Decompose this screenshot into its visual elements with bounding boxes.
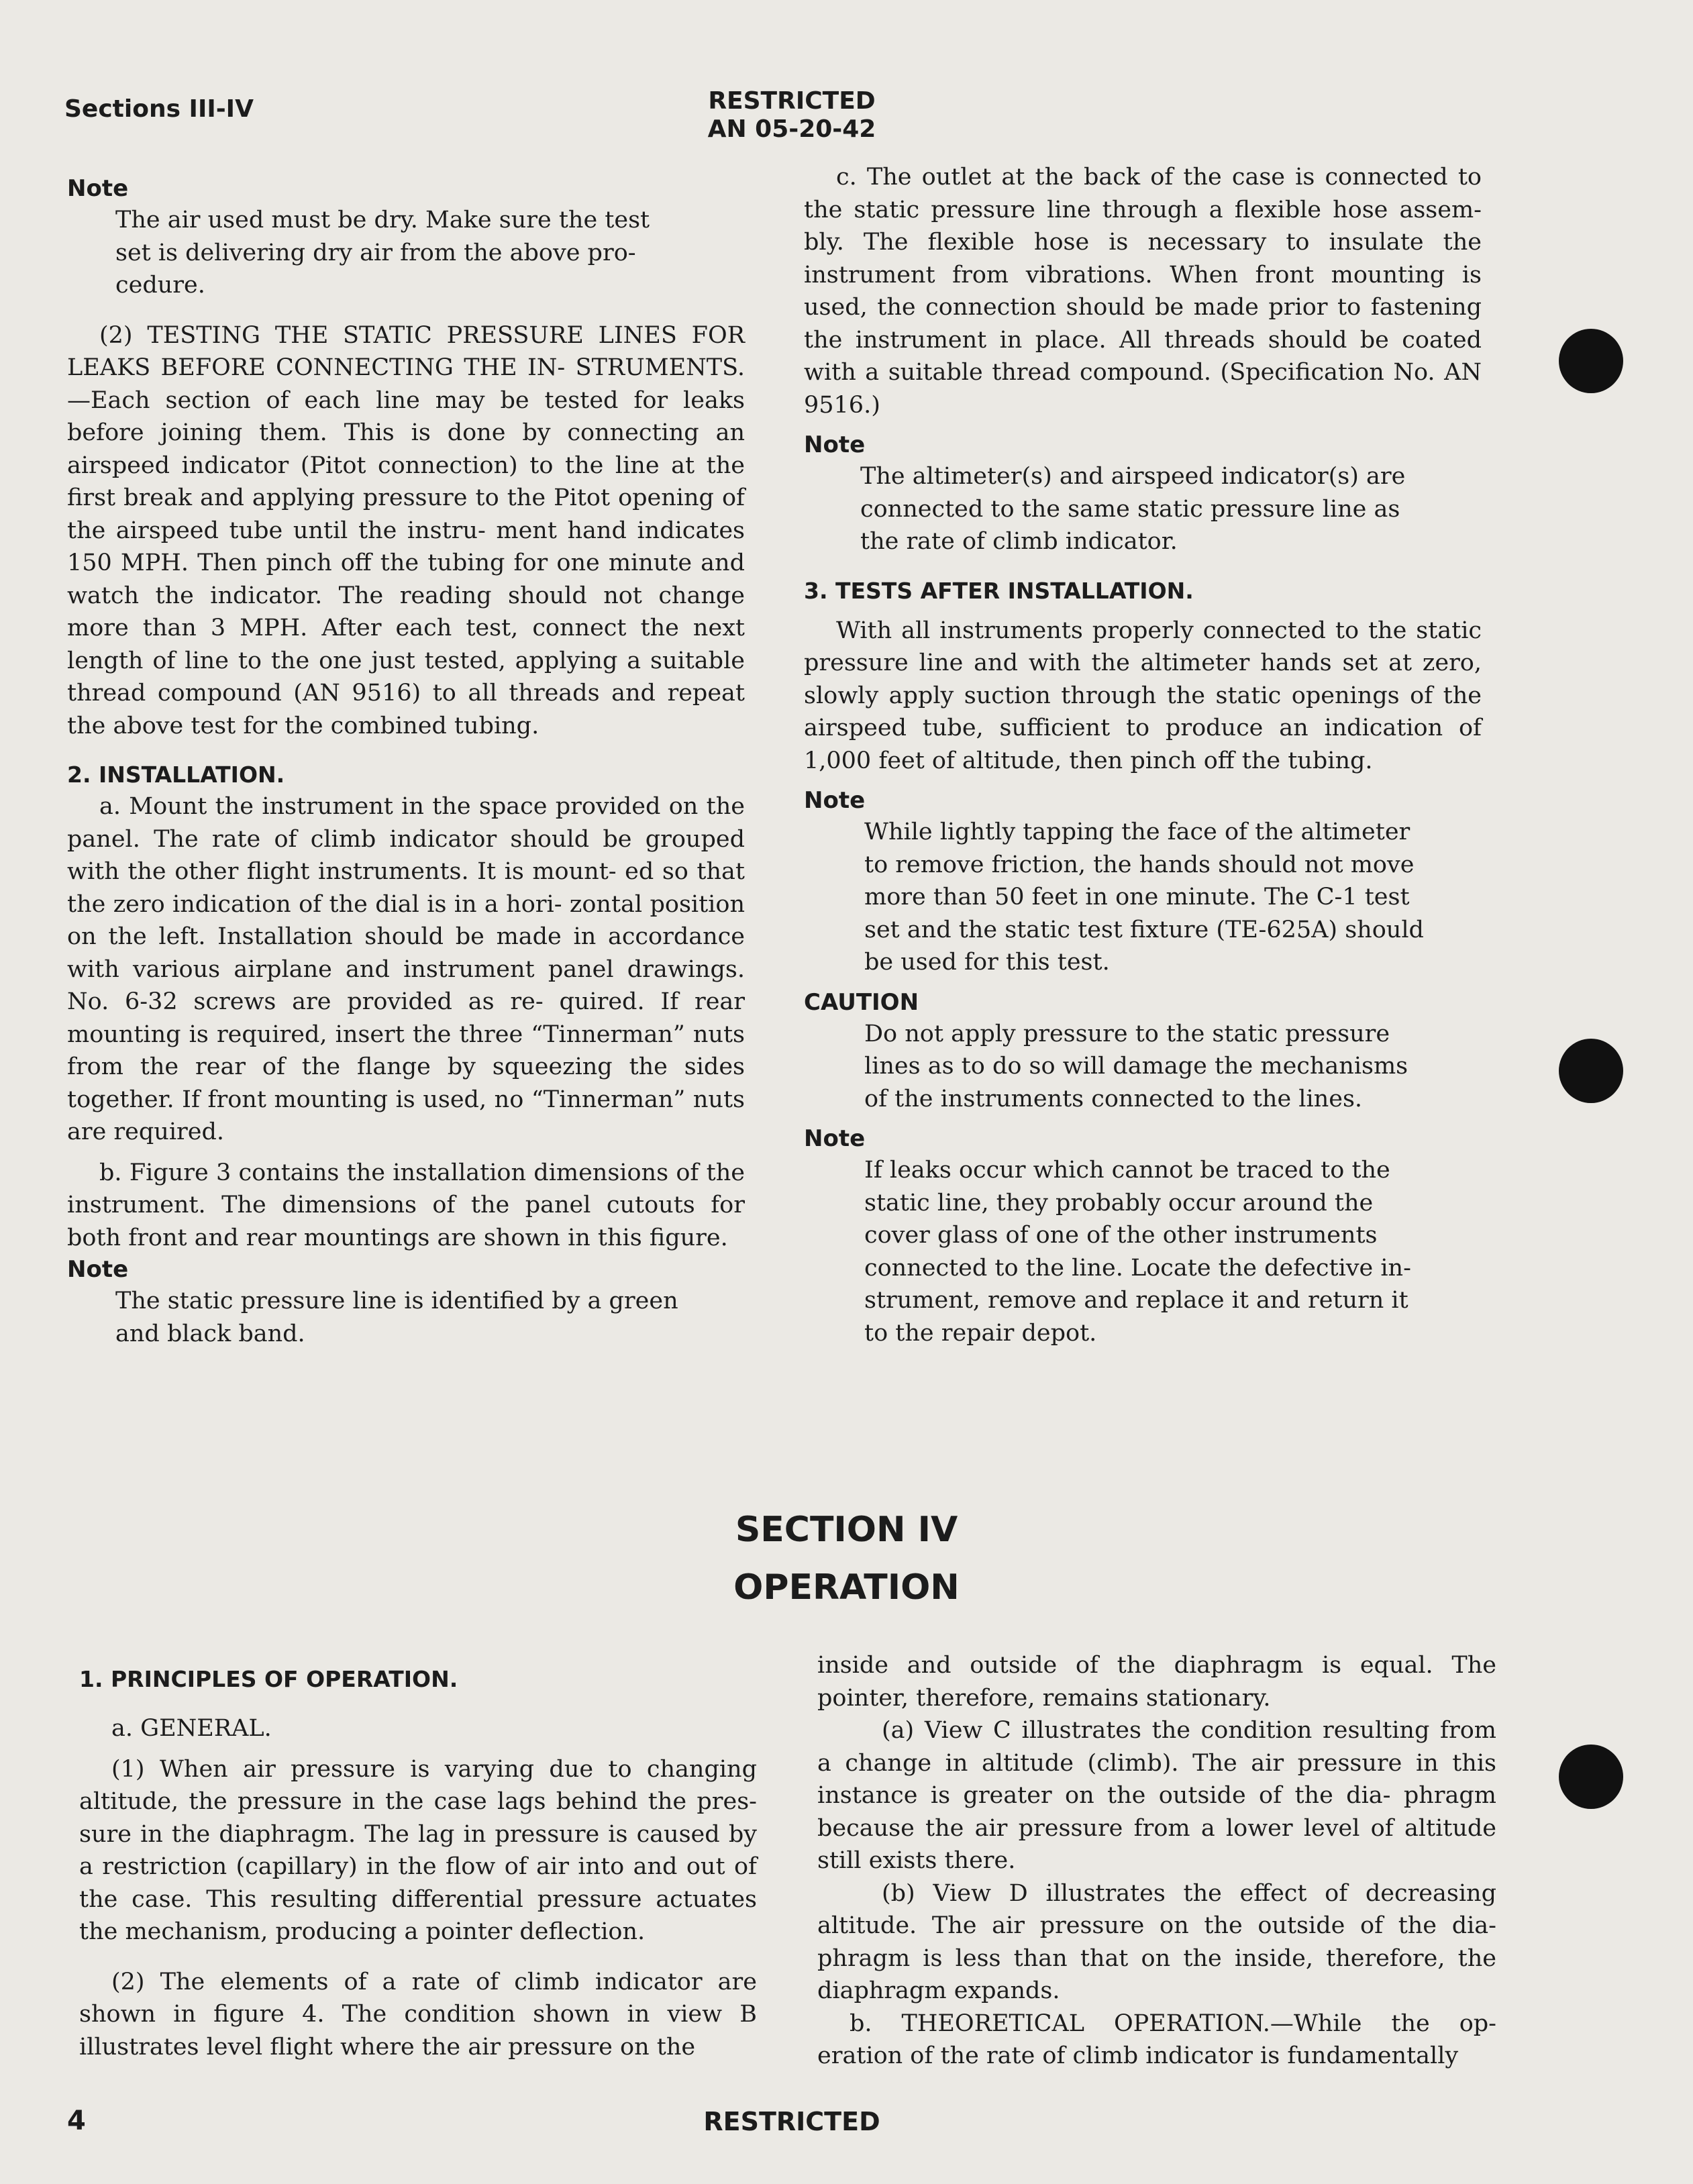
operation-left-column [79,1664,757,2063]
binder-hole-top [1559,329,1623,393]
installation-paragraph-a: a. Mount the instrument in the space provided on the panel. The rate of climb indicator should be grouped with the other flight instruments. It is mount- ed so that the zero indication of the dial is in a hori- zontal position on the left. Installation should be made in accordance with various airplane and instrument panel drawings. No. 6-32 screws are provided as re- quired. If rear mounting is required, insert the three “Tinnerman” nuts from the rear of the flange by squeezing the sides together. If front mounting is used, no “Tinnerman” nuts are required. [67,793,746,1145]
note-text: The static pressure line is identified by a green and black band. [115,1288,678,1347]
restricted-label: RESTRICTED [708,87,876,115]
note-text: The altimeter(s) and airspeed indicator(s) are connected to the same static pressure line as the rate of climb indicator. [860,463,1406,555]
binder-hole-bottom [1559,1745,1623,1809]
operation-paragraph-a: (a) View C illustrates the condition resulting from a change in altitude (climb). The air pressure in this instance is greater on the outside of the dia- phragm because the air pressure from a lower level of altitude still exists there. [817,1717,1496,1874]
note-heading: Note [67,175,129,202]
principles-heading: 1. PRINCIPLES OF OPERATION. [79,1666,458,1692]
operation-paragraph-b: (b) View D illustrates the effect of decreasing altitude. The air pressure on the outside of the dia- phragm is less than that on the inside, therefore, the diaphragm expands. [817,1879,1496,2004]
note-text: While lightly tapping the face of the altimeter to remove friction, the hands should not move more than 50 feet in one minute. The C-1 test set and the static test fixture (TE-625A) should be used for this test. [864,819,1424,976]
installation-heading: 2. INSTALLATION. [67,762,285,788]
note-heading: Note [804,787,866,814]
left-column [67,173,745,1350]
footer-restricted: RESTRICTED [703,2107,880,2136]
binder-hole-middle [1559,1039,1623,1103]
note-heading: Note [67,1256,129,1283]
section-label: Sections III-IV [64,95,254,123]
installation-paragraph-b: b. Figure 3 contains the installation dimensions of the instrument. The dimensions of the panel cutouts for both front and rear mountings are shown in this figure. [67,1159,745,1251]
section-subtitle: OPERATION [733,1567,960,1608]
page-number: 4 [67,2105,86,2136]
operation-paragraph-1: (1) When air pressure is varying due to changing altitude, the pressure in the case lags behind the pres- sure in the diaphragm. The lag in pressure is caused by a restriction (capillary) in the flow of air into and out of the case. This resulting differential pressure actuates the mechanism, producing a pointer deflection. [79,1755,757,1945]
note-text: The air used must be dry. Make sure the test set is delivering dry air from the above pro- cedure. [115,207,650,299]
right-column [804,161,1482,1349]
operation-right-column [817,1649,1496,2073]
tests-heading: 3. TESTS AFTER INSTALLATION. [804,577,1194,604]
general-subheading: a. GENERAL. [111,1715,272,1742]
caution-heading: CAUTION [804,988,919,1016]
operation-continuation: inside and outside of the diaphragm is equal. The pointer, therefore, remains stationary. [817,1652,1496,1712]
caution-text: Do not apply pressure to the static pressure lines as to do so will damage the mechanisms of the instruments connected to the lines. [864,1020,1408,1112]
theoretical-operation-paragraph: b. THEORETICAL OPERATION.—While the op- eration of the rate of climb indicator is fundamentally [817,2010,1496,2069]
testing-paragraph: (2) TESTING THE STATIC PRESSURE LINES FOR LEAKS BEFORE CONNECTING THE IN- STRUMENTS.—Each section of each line may be tested for leaks before joining them. This is done by connecting an airspeed indicator (Pitot connection) to the line at the first break and applying pressure to the Pitot opening of the airspeed tube until the instru- ment hand indicates 150 MPH. Then pinch off the tubing for one minute and watch the indicator. The reading should not change more than 3 MPH. After each test, connect the next length of line to the one just tested, applying a suitable thread compound (AN 9516) to all threads and repeat the above test for the combined tubing. [67,321,746,739]
section-title: SECTION IV [735,1510,958,1550]
operation-paragraph-2: (2) The elements of a rate of climb indicator are shown in figure 4. The condition shown in view B illustrates level flight where the air pressure on the [79,1968,757,2061]
note-text: If leaks occur which cannot be traced to the static line, they probably occur around the cover glass of one of the other instruments connected to the line. Locate the defective in- strument, remove and replace it and return it to the repair depot. [864,1157,1411,1347]
note-heading: Note [804,431,866,458]
tests-paragraph: With all instruments properly connected to the static pressure line and with the altimeter hands set at zero, slowly apply suction through the static openings of the airspeed tube, sufficient to produce an indication of 1,000 feet of altitude, then pinch off the tubing. [804,617,1482,774]
document-number: AN 05-20-42 [707,115,876,143]
connection-paragraph-c: c. The outlet at the back of the case is connected to the static pressure line through a flexible hose assem- bly. The flexible hose is necessary to insulate the instrument from vibrations. When front mounting is used, the connection should be made prior to fastening the instrument in place. All threads should be coated with a suitable thread compound. (Specification No. AN 9516.) [804,164,1482,419]
note-heading: Note [804,1125,866,1152]
